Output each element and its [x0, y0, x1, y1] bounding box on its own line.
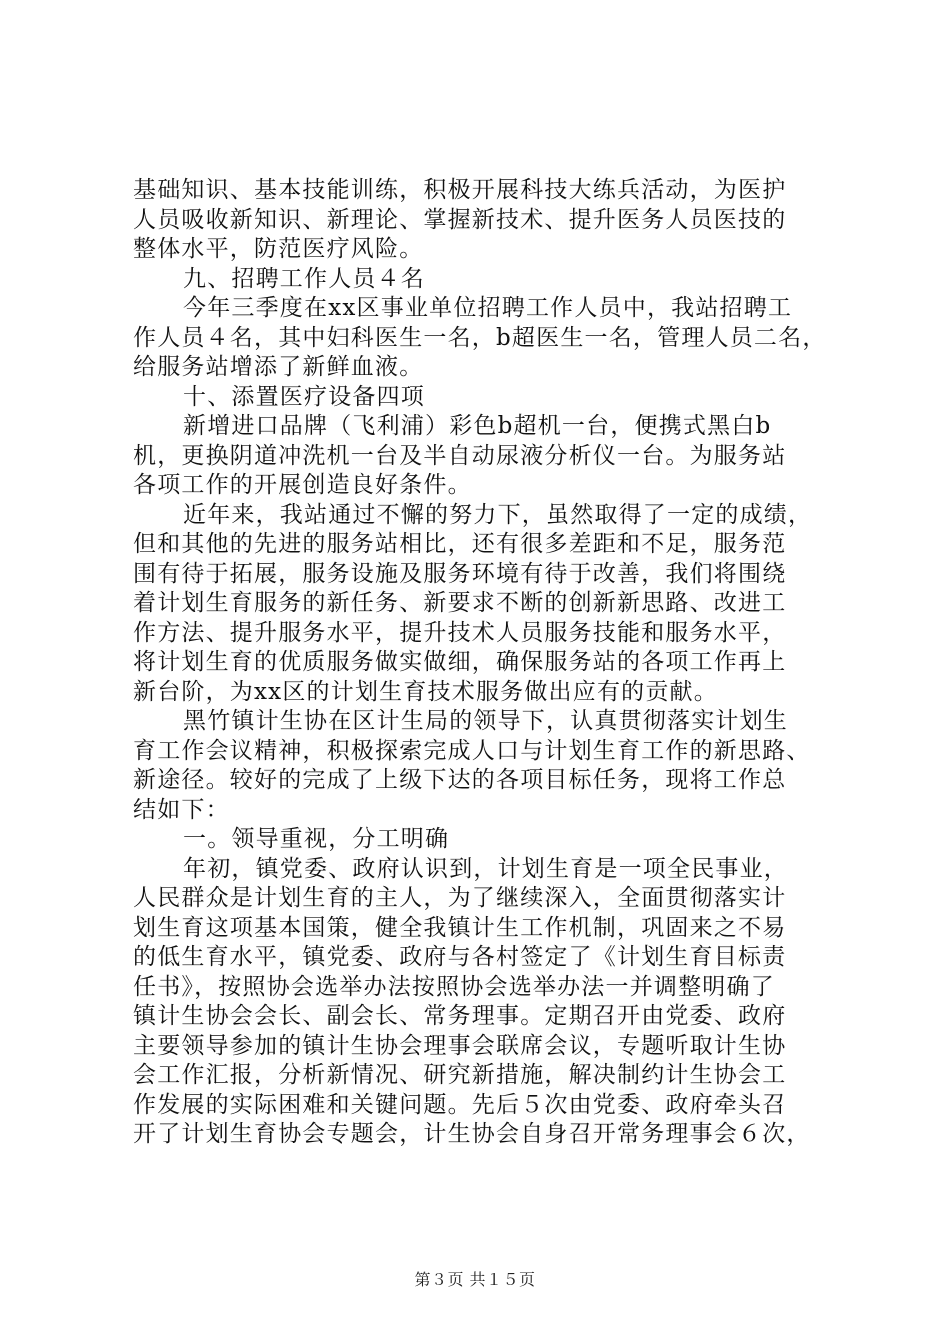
text-line: 会工作汇报，分析新情况、研究新措施，解决制约计生协会工	[133, 1062, 787, 1088]
text-line: 整体水平，防范医疗风险。	[133, 236, 424, 262]
body-text	[133, 176, 833, 1150]
text-line: 新增进口品牌（飞利浦）彩色b超机一台，便携式黑白b	[183, 413, 772, 439]
text-line: 近年来，我站通过不懈的努力下，虽然取得了一定的成绩，	[183, 501, 813, 528]
text-line: 划生育这项基本国策，健全我镇计生工作机制，巩固来之不易	[133, 914, 787, 941]
text-line: 作人员４名，其中妇科医生一名，b超医生一名，管理人员二名，	[133, 324, 827, 351]
text-line: 作方法、提升服务水平，提升技术人员服务技能和服务水平，	[133, 619, 787, 646]
text-line: 的低生育水平，镇党委、政府与各村签定了《计划生育目标责	[133, 944, 787, 970]
text-line: 新途径。较好的完成了上级下达的各项目标任务，现将工作总	[133, 767, 787, 793]
text-line: 结如下：	[133, 796, 230, 823]
text-line: 镇计生协会会长、副会长、常务理事。定期召开由党委、政府	[133, 1003, 787, 1029]
text-line: 九、招聘工作人员４名	[183, 265, 425, 292]
text-line: 作发展的实际困难和关键问题。先后５次由党委、政府牵头召	[133, 1091, 787, 1118]
text-line: 给服务站增添了新鲜血液。	[133, 354, 424, 380]
text-line: 各项工作的开展创造良好条件。	[133, 472, 472, 498]
text-line: 十、添置医疗设备四项	[183, 383, 425, 410]
text-line: 人民群众是计划生育的主人，为了继续深入，全面贯彻落实计	[133, 885, 787, 911]
text-line: 任书》，按照协会选举办法按照协会选举办法一并调整明确了	[133, 973, 775, 1000]
text-line: 一。领导重视，分工明确	[183, 826, 450, 852]
text-line: 黑竹镇计生协在区计生局的领导下，认真贯彻落实计划生	[183, 708, 788, 734]
text-line: 但和其他的先进的服务站相比，还有很多差距和不足，服务范	[133, 531, 787, 557]
text-line: 今年三季度在xx区事业单位招聘工作人员中，我站招聘工	[183, 295, 793, 321]
text-line: 年初，镇党委、政府认识到，计划生育是一项全民事业，	[183, 855, 788, 882]
text-line: 将计划生育的优质服务做实做细，确保服务站的各项工作再上	[133, 649, 787, 675]
text-line: 机，更换阴道冲洗机一台及半自动尿液分析仪一台。为服务站	[133, 442, 787, 469]
text-line: 着计划生育服务的新任务、新要求不断的创新新思路、改进工	[133, 590, 787, 616]
text-line: 育工作会议精神，积极探索完成人口与计划生育工作的新思路、	[133, 737, 811, 764]
page-footer: 第３页 共１５页	[414, 1270, 536, 1289]
text-line: 基础知识、基本技能训练，积极开展科技大练兵活动，为医护	[133, 177, 787, 203]
text-line: 开了计划生育协会专题会，计生协会自身召开常务理事会６次，	[133, 1121, 811, 1147]
text-line: 新台阶，为xx区的计划生育技术服务做出应有的贡献。	[133, 678, 718, 705]
text-line: 人员吸收新知识、新理论、掌握新技术、提升医务人员医技的	[133, 206, 787, 233]
text-line: 围有待于拓展，服务设施及服务环境有待于改善，我们将围绕	[133, 560, 787, 587]
text-line: 主要领导参加的镇计生协会理事会联席会议，专题听取计生协	[133, 1032, 787, 1059]
